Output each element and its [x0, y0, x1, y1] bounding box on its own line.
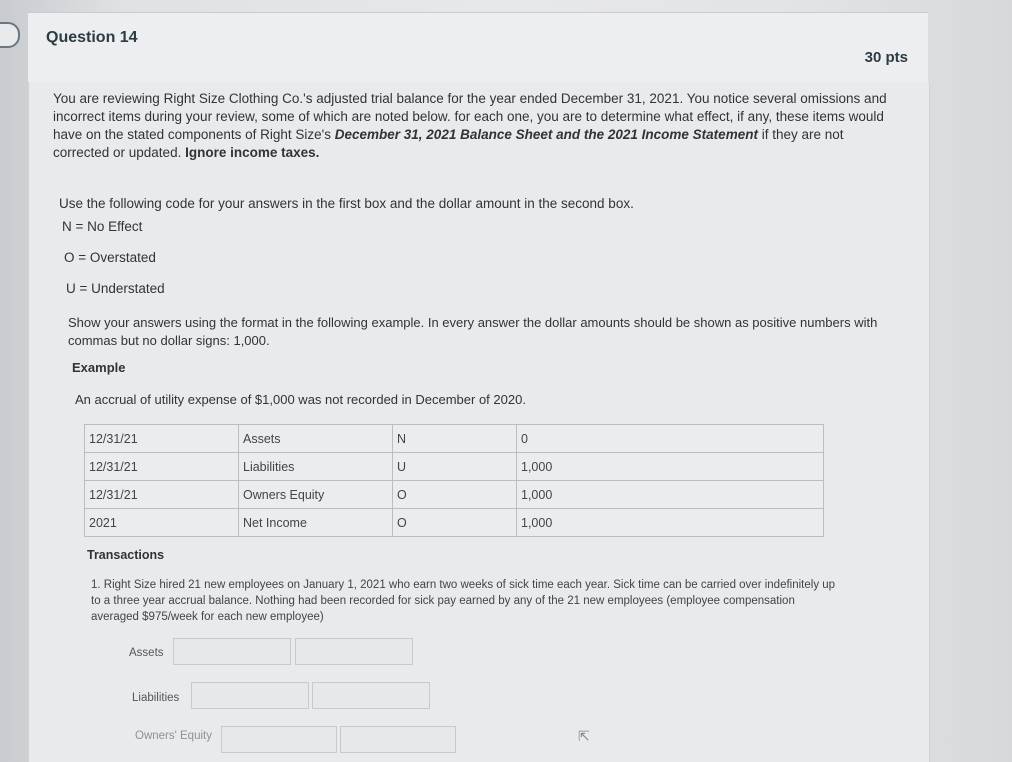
table-row: [85, 481, 824, 509]
answer-label-owners-equity: Owners' Equity: [135, 730, 212, 742]
transaction-1-text: 1. Right Size hired 21 new employees on January 1, 2021 who earn two weeks of sick time each year. Sick time can be carried over indefinitely up to a three year accrual balance. Nothing had been recorded for sick pay earned by any of the 21 new employees (employee compensation averaged $975/week for each new employee): [91, 579, 836, 623]
assets-code-input[interactable]: [173, 638, 291, 665]
table-cell: Net Income: [239, 509, 393, 537]
table-cell: Owners Equity: [239, 481, 393, 509]
liabilities-amount-input[interactable]: [312, 682, 430, 709]
code-understated: U = Understated: [66, 281, 165, 296]
table-cell: 12/31/21: [85, 453, 239, 481]
liabilities-code-input[interactable]: [191, 682, 309, 709]
table-cell: O: [393, 481, 517, 509]
format-instruction: Show your answers using the format in the following example. In every answer the dollar amounts should be shown as positive numbers with commas but no dollar signs: 1,000.: [68, 315, 878, 348]
question-points: 30 pts: [864, 49, 908, 66]
table-cell: 12/31/21: [85, 425, 239, 453]
intro-text-a: You are reviewing Right Size Clothing Co.'s adjusted trial balance for the year ended December 31, 2021. You notice several omissions and incorrect items during your review, some of which are noted below. for each one, you are to determine what effect, if any, these items would have on the stated components of Right Size's: [53, 91, 887, 142]
table-cell: O: [393, 509, 517, 537]
question-title: Question 14: [46, 29, 138, 46]
table-cell: Liabilities: [239, 453, 393, 481]
table-row: [85, 425, 824, 453]
owners-equity-amount-input[interactable]: [340, 726, 456, 753]
assets-amount-input[interactable]: [295, 638, 413, 665]
table-cell: 0: [517, 425, 824, 453]
owners-equity-code-input[interactable]: [221, 726, 337, 753]
code-instruction: Use the following code for your answers in the first box and the dollar amount in the second box.: [59, 196, 634, 211]
table-cell: 1,000: [517, 481, 824, 509]
previous-arrow-icon[interactable]: [0, 22, 20, 48]
example-text: An accrual of utility expense of $1,000 was not recorded in December of 2020.: [75, 392, 526, 407]
intro-text-c: if they are not corrected or updated.: [53, 127, 844, 160]
intro-paragraph: [53, 90, 903, 162]
table-cell: U: [393, 453, 517, 481]
intro-text-d: Ignore income taxes.: [185, 145, 320, 160]
example-table: [84, 424, 824, 537]
mouse-cursor-icon: ⇱: [578, 728, 590, 744]
example-heading: Example: [72, 360, 126, 375]
table-row: [85, 509, 824, 537]
intro-text-b: December 31, 2021 Balance Sheet and the 2021 Income Statement: [334, 127, 758, 142]
table-cell: 12/31/21: [85, 481, 239, 509]
table-row: [85, 453, 824, 481]
table-cell: 1,000: [517, 509, 824, 537]
question-body: [28, 82, 930, 762]
table-cell: N: [393, 425, 517, 453]
table-cell: 1,000: [517, 453, 824, 481]
table-cell: Assets: [239, 425, 393, 453]
table-cell: 2021: [85, 509, 239, 537]
question-header: [28, 12, 928, 84]
answer-label-assets: Assets: [129, 647, 164, 659]
answer-label-liabilities: Liabilities: [132, 692, 180, 704]
code-overstated: O = Overstated: [64, 250, 156, 265]
code-no-effect: N = No Effect: [62, 219, 143, 234]
transactions-heading: Transactions: [87, 548, 165, 562]
